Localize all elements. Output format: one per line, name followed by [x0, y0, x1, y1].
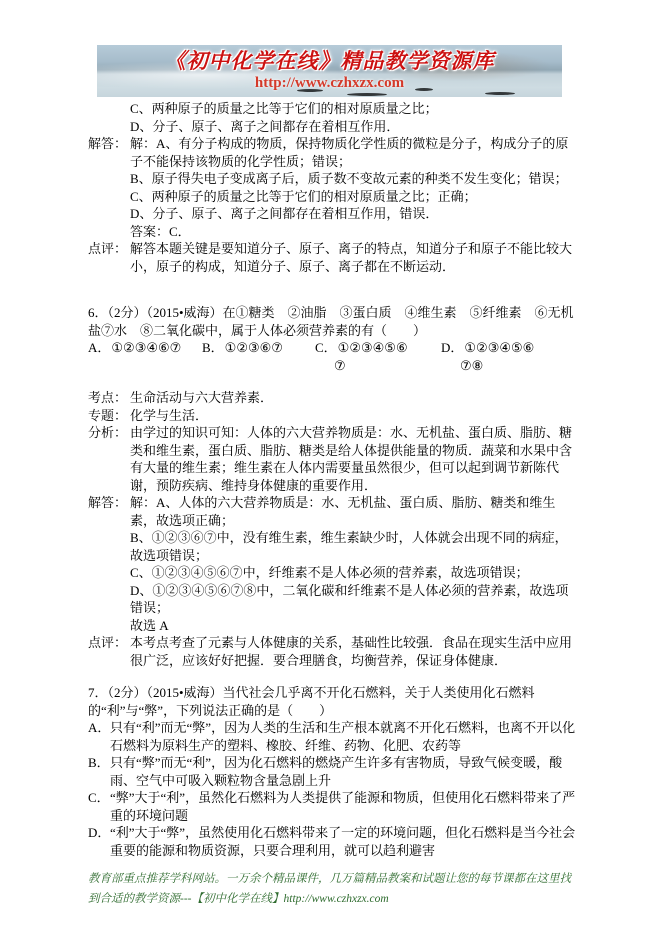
q6-jieda-block	[88, 494, 577, 634]
q6-option-a-label: A．	[88, 340, 111, 355]
q6-option-a-value: ①②③④⑥⑦	[111, 340, 182, 355]
dianping-label: 点评：	[88, 241, 128, 256]
q6-option-c-value2: ⑦	[334, 357, 346, 373]
q7-option-b-label: B．	[88, 755, 110, 770]
zhuanti-label: 专题：	[88, 407, 128, 423]
q5-option-d: D、分子、原子、离子之间都存在着相互作用．	[130, 118, 400, 134]
banner-boat-silhouette	[485, 92, 515, 95]
q5-jieda-line: 解：A、有分子构成的物质，保持物质化学性质的微粒是分子，构成分子的原子不能保持该物质的化学性质；错误；	[130, 136, 569, 169]
q5-answer-line: 答案：C．	[130, 223, 191, 239]
q7-option-b-text: 只有“弊”而无“利”，因为化石燃料的燃烧产生许多有害物质，导致气候变暖，酸雨、空气中可吸入颗粒物含量急剧上升	[110, 755, 563, 788]
q6-jieda-line: B、①②③⑥⑦中，没有维生素，维生素缺少时，人体就会出现不同的病症，故选项错误；	[130, 530, 568, 563]
q5-jieda-line: C、两种原子的质量之比等于它们的相对原质量之比；正确；	[130, 188, 477, 204]
q6-option-d-label: D．	[441, 340, 464, 355]
banner-url: http://www.czhxzx.com	[254, 75, 405, 91]
banner-title: 《初中化学在线》精品教学资源库	[164, 49, 495, 73]
q6-option-c	[315, 339, 441, 374]
q7-option-d-text: “利”大于“弊”，虽然使用化石燃料带来了一定的环境问题，但化石燃料是当今社会重要的能源和物质资源，只要合理利用，就可以趋利避害	[110, 825, 576, 858]
jieda-label: 解答：	[88, 136, 128, 151]
q5-dianping-block	[88, 240, 577, 275]
q6-jieda-line: 解：A、人体的六大营养物质是：水、无机盐、蛋白质、脂肪、糖类和维生素，故选项正确；	[130, 495, 556, 528]
q6-stem: 6．（2分）（2015•威海）在①糖类 ②油脂 ③蛋白质 ④维生素 ⑤纤维素 ⑥无机盐⑦水 ⑧二氧化碳中，属于人体必须营养素的有（ ）	[88, 305, 574, 338]
q6-zhuanti-text: 化学与生活．	[130, 407, 209, 423]
q6-kaodian-block	[88, 389, 577, 407]
q7-option-a-text: 只有“利”而无“弊”，因为人类的生活和生产根本就离不开化石燃料，也离不开以化石燃料为原料生产的塑料、橡胶、纤维、药物、化肥、农药等	[110, 720, 576, 753]
page-footer	[88, 869, 577, 909]
q6-options-row	[88, 339, 577, 374]
q6-option-b	[202, 339, 315, 357]
q5-dianping-text: 解答本题关键是要知道分子、原子、离子的特点，知道分子和原子不能比较大小，原子的构成，知道分子、原子、离子都在不断运动．	[130, 241, 573, 274]
q7-option-b	[88, 754, 577, 789]
q6-fenxi-text: 由学过的知识可知：人体的六大营养物质是：水、无机盐、蛋白质、脂肪、糖类和维生素，蛋白质、脂肪、糖类是给人体提供能量的物质．蔬菜和水果中含有大量的维生素；维生素在人体内需要量虽然很少，但可以起到调节新陈代谢，预防疾病、维持身体健康的重要作用．	[130, 425, 573, 493]
banner-boat-silhouette	[347, 93, 387, 96]
q6-jieda-line: D、①②③④⑤⑥⑦⑧中，二氧化碳和纤维素不是人体必须的营养素，故选项错误；	[130, 582, 569, 615]
dianping-label: 点评：	[88, 635, 128, 650]
q6-jieda-line: C、①②③④⑤⑥⑦中，纤维素不是人体必须的营养素，故选项错误；	[130, 565, 529, 580]
kaodian-label: 考点：	[88, 390, 128, 405]
q7-stem: 7．（2分）（2015•威海）当代社会几乎离不开化石燃料，关于人类使用化石燃料的“利”与“弊”，下列说法正确的是（ ）	[88, 685, 535, 718]
q6-dianping-text: 本考点考查了元素与人体健康的关系，基础性比较强．食品在现实生活中应用很广泛，应该好好把握．要合理膳食，均衡营养，保证身体健康．	[130, 635, 573, 668]
q6-dianping-block	[88, 634, 577, 669]
q5-jieda-line: D、分子、原子、离子之间都存在着相互作用，错误．	[130, 206, 439, 221]
q6-option-b-label: B．	[202, 340, 224, 355]
q6-option-c-value: ①②③④⑤⑥	[337, 340, 408, 355]
q6-option-d-value2: ⑦⑧	[460, 357, 484, 373]
q6-kaodian-text: 生命活动与六大营养素．	[130, 390, 274, 405]
q6-option-d	[441, 339, 561, 374]
q7-option-c-label: C．	[88, 790, 110, 805]
site-banner	[97, 45, 562, 97]
q6-option-d-value: ①②③④⑤⑥	[464, 340, 535, 355]
q5-option-c: C、两种原子的质量之比等于它们的相对原质量之比；	[130, 101, 438, 116]
q6-option-c-label: C．	[315, 340, 337, 355]
fenxi-label: 分析：	[88, 425, 128, 440]
q6-fenxi-block	[88, 424, 577, 494]
footer-text: 教育部重点推荐学科网站。一万余个精品课件，几万篇精品教案和试题让您的每节课都在这里找到合适的教学资源---【初中化学在线】	[88, 873, 571, 905]
q7-option-d	[88, 824, 577, 859]
q5-jieda-block	[88, 135, 577, 240]
q7-option-a	[88, 719, 577, 754]
q6-answer-line: 故选 A	[130, 617, 169, 633]
q6-option-b-value: ①②③⑥⑦	[224, 340, 283, 355]
q7-option-d-label: D．	[88, 825, 111, 840]
q5-jieda-line: B、原子得失电子变成离子后，质子数不变故元素的种类不发生变化；错误；	[130, 171, 568, 186]
q7-option-a-label: A．	[88, 720, 111, 735]
q6-zhuanti-block	[88, 407, 577, 425]
q7-option-c	[88, 789, 577, 824]
q7-option-c-text: “弊”大于“利”，虽然化石燃料为人类提供了能源和物质，但使用化石燃料带来了严重的环境问题	[110, 790, 576, 823]
footer-url: http://www.czhxzx.com	[283, 893, 389, 905]
document-content	[88, 100, 577, 909]
q6-option-a	[88, 339, 202, 357]
jieda-label: 解答：	[88, 495, 128, 510]
